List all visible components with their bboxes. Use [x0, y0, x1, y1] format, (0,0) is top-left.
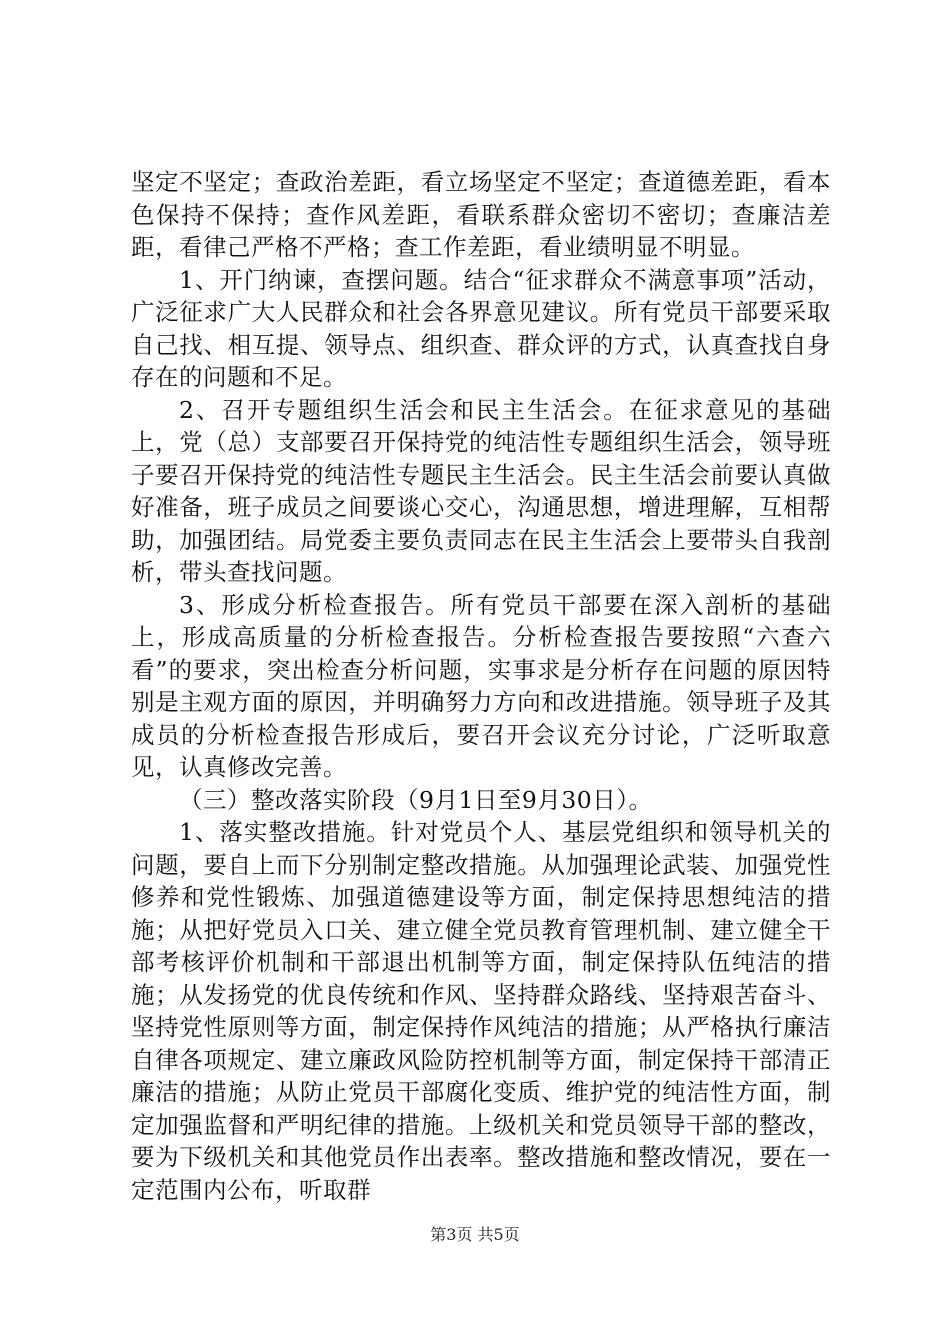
- paragraph-item-1: 1、开门纳谏，查摆问题。结合“征求群众不满意事项”活动，广泛征求广大人民群众和社会各界意见建议。所有党员干部要采取自己找、相互提、领导点、组织查、群众评的方式，认真查找自身存在的问题和不足。: [131, 265, 831, 391]
- page-number: 第3页 共5页: [430, 1225, 520, 1244]
- document-body: [131, 166, 831, 1206]
- paragraph-continuation: 坚定不坚定；查政治差距，看立场坚定不坚定；查道德差距，看本色保持不保持；查作风差距，看联系群众密切不密切；查廉洁差距，看律己严格不严格；查工作差距，看业绩明显不明显。: [131, 168, 831, 261]
- paragraph-item-3: 3、形成分析检查报告。所有党员干部要在深入剖析的基础上，形成高质量的分析检查报告。分析检查报告要按照“六查六看”的要求，突出检查分析问题，实事求是分析存在问题的原因特别是主观方面的原因，并明确努力方向和改进措施。领导班子及其成员的分析检查报告形成后，要召开会议充分讨论，广泛听取意见，认真修改完善。: [131, 590, 831, 781]
- section-heading-rectification: （三）整改落实阶段（9月1日至9月30日）。: [179, 785, 653, 814]
- paragraph-rectification-item-1: 1、落实整改措施。针对党员个人、基层党组织和领导机关的问题，要自上而下分别制定整改措施。从加强理论武装、加强党性修养和党性锻炼、加强道德建设等方面，制定保持思想纯洁的措施；从把好党员入口关、建立健全党员教育管理机制、建立健全干部考核评价机制和干部退出机制等方面，制定保持队伍纯洁的措施；从发扬党的优良传统和作风、坚持群众路线、坚持艰苦奋斗、坚持党性原则等方面，制定保持作风纯洁的措施；从严格执行廉洁自律各项规定、建立廉政风险防控机制等方面，制定保持干部清正廉洁的措施；从防止党员干部腐化变质、维护党的纯洁性方面，制定加强监督和严明纪律的措施。上级机关和党员领导干部的整改，要为下级机关和其他党员作出表率。整改措施和整改情况，要在一定范围内公布，听取群: [131, 818, 831, 1204]
- paragraph-item-2: 2、召开专题组织生活会和民主生活会。在征求意见的基础上，党（总）支部要召开保持党的纯洁性专题组织生活会，领导班子要召开保持党的纯洁性专题民主生活会。民主生活会前要认真做好准备，班子成员之间要谈心交心，沟通思想，增进理解，互相帮助，加强团结。局党委主要负责同志在民主生活会上要带头自我剖析，带头查找问题。: [131, 395, 831, 586]
